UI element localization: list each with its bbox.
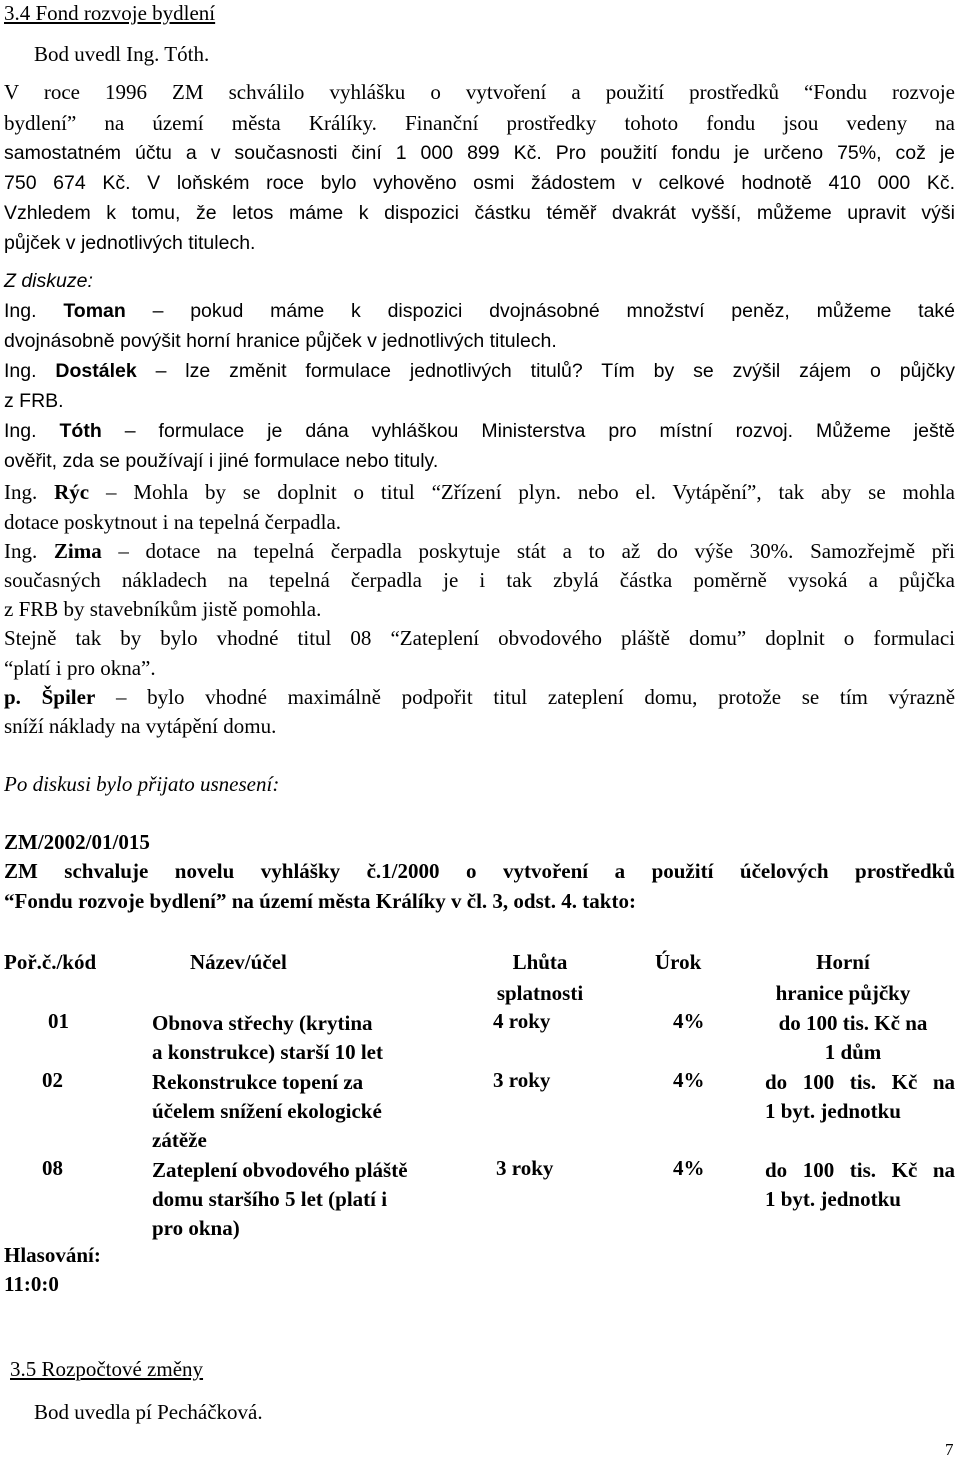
intro-line-2: bydlení” na území města Králíky. Finanční prostředky tohoto fondu jsou vedeny na	[4, 111, 955, 135]
section-heading: 3.4 Fond rozvoje bydlení	[4, 1, 216, 25]
vote-result: 11:0:0	[4, 1272, 59, 1296]
next-section-heading: 3.5 Rozpočtové změny	[10, 1357, 204, 1381]
speaker-title: Ing.	[4, 300, 37, 322]
table-row-limit: do 100 tis. Kč na 1 byt. jednotku	[765, 1158, 955, 1211]
discussion-zima-line-2: současných nákladech na tepelná čerpadla je i tak zbylá částka poměrně vysoká a půjčka	[4, 568, 955, 592]
resolution-line-2: “Fondu rozvoje bydlení” na území města Králíky v čl. 3, odst. 4. takto:	[4, 889, 636, 913]
table-header-code: Poř.č./kód	[4, 950, 97, 974]
discussion-spiler-line-2: sníží náklady na vytápění domu.	[4, 714, 277, 738]
discussion-dostalek-line-1: Ing. Dostálek – lze změnit formulace jednotlivých titulů? Tím by se zvýšil zájem o půjčky	[4, 360, 955, 382]
intro-line-6: půjček v jednotlivých titulech.	[4, 232, 256, 254]
intro-line-1: V roce 1996 ZM schválilo vyhlášku o vytvoření a použití prostředků “Fondu rozvoje	[4, 80, 955, 104]
discussion-toth-line-1: Ing. Tóth – formulace je dána vyhláškou Ministerstva pro místní rozvoj. Můžeme ještě	[4, 420, 955, 442]
table-row-rate: 4%	[673, 1009, 705, 1033]
table-row-code: 08	[42, 1156, 63, 1180]
table-row-name: Zateplení obvodového pláště domu staršího 5 let (platí i pro okna)	[152, 1158, 408, 1240]
speaker-name: Špiler	[41, 685, 96, 709]
table-header-name: Název/účel	[190, 950, 287, 974]
table-row-code: 02	[42, 1068, 63, 1092]
discussion-zima-line-3: z FRB by stavebníkům jistě pomohla.	[4, 597, 322, 621]
page-number: 7	[945, 1440, 954, 1459]
discussion-zima-line-1: Ing. Zima – dotace na tepelná čerpadla poskytuje stát a to až do výše 30%. Samozřejmě při	[4, 539, 956, 563]
table-row-name: Obnova střechy (krytina a konstrukce) starší 10 let	[152, 1011, 383, 1064]
speaker-title: Ing.	[4, 360, 37, 382]
discussion-ryc-line-1: Ing. Rýc – Mohla by se doplnit o titul “Zřízení plyn. nebo el. Vytápění”, tak aby se mohla	[4, 480, 956, 504]
discussion-dostalek-line-2: z FRB.	[4, 390, 64, 412]
speaker-title: Ing.	[4, 420, 37, 442]
table-row-rate: 4%	[673, 1156, 705, 1180]
resolution-label: Po diskusi bylo přijato usnesení:	[4, 772, 280, 796]
table-row-name: Rekonstrukce topení za účelem snížení ekologické zátěže	[152, 1070, 382, 1152]
table-row-term: 4 roky	[493, 1009, 551, 1033]
discussion-toman-line-2: dvojnásobně povýšit horní hranice půjček v jednotlivých titulech.	[4, 330, 557, 352]
resolution-line-1: ZM schvaluje novelu vyhlášky č.1/2000 o vytvoření a použití účelových prostředků	[4, 859, 955, 883]
speaker-title: Ing.	[4, 539, 38, 563]
speaker-name: Dostálek	[55, 360, 137, 382]
discussion-zima-line-5: “platí i pro okna”.	[4, 656, 156, 680]
discussion-zima-line-4: Stejně tak by bylo vhodné titul 08 “Zateplení obvodového pláště domu” doplnit o formulaci	[4, 626, 955, 650]
speaker-name: Tóth	[59, 420, 102, 442]
speaker-name: Zima	[53, 539, 102, 563]
discussion-spiler-line-1: p. Špiler – bylo vhodné maximálně podpořit titul zateplení domu, protože se tím výrazně	[4, 685, 956, 709]
presenter-line: Bod uvedl Ing. Tóth.	[34, 42, 210, 66]
speaker-title: Ing.	[4, 480, 38, 504]
table-row-term: 3 roky	[493, 1068, 551, 1092]
speaker-name: Rýc	[54, 480, 90, 504]
intro-line-4: 750 674 Kč. V loňském roce bylo vyhověno osmi žádostem v celkové hodnotě 410 000 Kč.	[4, 172, 955, 194]
intro-line-5: Vzhledem k tomu, že letos máme k dispozici částku téměř dvakrát vyšší, můžeme upravit výši	[4, 202, 955, 224]
discussion-ryc-line-2: dotace poskytnout i na tepelná čerpadla.	[4, 510, 342, 534]
table-row-term: 3 roky	[496, 1156, 554, 1180]
table-header-limit: Horní hranice půjčky	[775, 950, 911, 1005]
discussion-label: Z diskuze:	[4, 270, 93, 292]
speaker-title: p.	[4, 685, 21, 709]
table-row-rate: 4%	[673, 1068, 705, 1092]
table-row-limit: do 100 tis. Kč na 1 byt. jednotku	[765, 1070, 955, 1123]
table-header-rate: Úrok	[655, 950, 702, 974]
vote-label: Hlasování:	[4, 1243, 101, 1267]
intro-line-3: samostatném účtu a v současnosti činí 1 000 899 Kč. Pro použití fondu je určeno 75%, což je	[4, 142, 955, 164]
table-row-code: 01	[48, 1009, 69, 1033]
next-presenter-line: Bod uvedla pí Pecháčková.	[34, 1400, 263, 1424]
table-row-limit: do 100 tis. Kč na 1 dům	[778, 1011, 928, 1064]
speaker-name: Toman	[63, 300, 126, 322]
discussion-toman-line-1: Ing. Toman – pokud máme k dispozici dvojnásobné množství peněz, můžeme také	[4, 300, 956, 322]
resolution-number: ZM/2002/01/015	[4, 830, 150, 854]
discussion-toth-line-2: ověřit, zda se používají i jiné formulace nebo tituly.	[4, 450, 439, 472]
table-header-term: Lhůta splatnosti	[496, 950, 584, 1005]
